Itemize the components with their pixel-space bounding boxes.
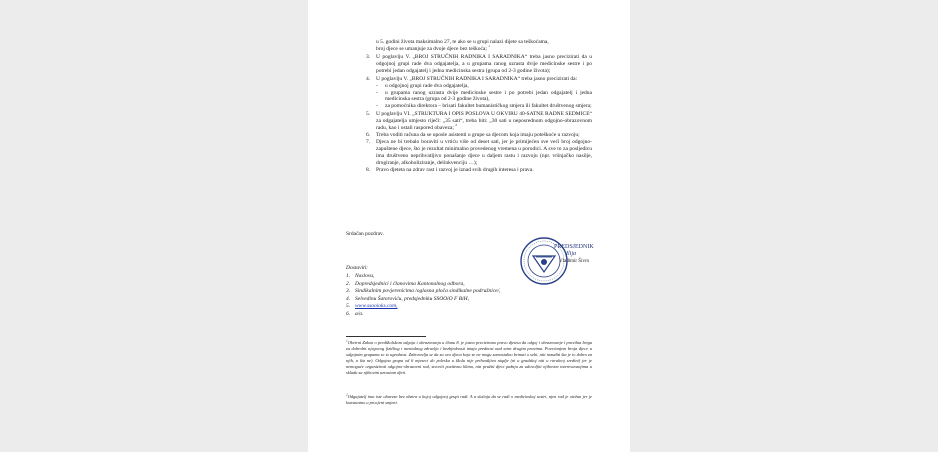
footnote-separator [346,336,426,337]
recipient-item: 3. Sindikalnim povjerenicima /oglasna ploča sindikalne podružnice/, [346,288,501,295]
recipient-item: 2. Dopredsjednici i članovima Kantonalnog odbora, [346,280,465,287]
footnote-2: $^2$Odgajatelj ima iste obaveze bez obzira u kojoj odgojnoj grupi radi. A u slučaju da se radi o medicinskoj sestri, njen rad je otežan jer je konstantno u procjeni smjeni. [346,392,592,405]
recipient-item: 1. Naslovu, [346,273,375,279]
list-item: 6. Treba voditi računa da se uposle asistenti u grupe sa djecom koja imaju poteškoće u razvoju; [366,131,580,138]
intro-line: u 5. godini života maksimalno 27, te ako se u grupi nalazi dijete sa teškoćama, [376,39,549,45]
bullet-item: - u odgojnoj grupi rade dva odgajatelja, [376,82,469,89]
recipient-item: 5. www.ssooioks.com, [346,303,398,310]
recipients-heading: Dostaviti: [346,265,368,271]
signature-title: PREDSJEDNIK [554,244,594,250]
item-4-bullets [366,83,592,111]
list-item: 5. U poglavlju VI. „STRUKTURA I OPIS POSLOVA U OKVIRU 40-SATNE RADNE SEDMICE“ za odgajatelja umjesto riječi: „35 sati“, treba biti: „30 sati u neposrednom odgojno-obrazovnom radu, kao i ostali raspored obaveza; $^2$ [366,111,592,132]
list-item: 3. U poglavlju V. „BROJ STRUČNIH RADNIKA I SARADNIKA“ treba jasno precizirati da u odgojnoj grupi rade dva odgajatelja, a u grupama ranog uzrasta dvije medicinske sestre i po potrebi jedan odgajatelj i jedna medicinska sestra (grupa od 2-3 godine života); [366,54,592,74]
footnote-ref: 1 [488,44,490,49]
bullet-item: - za pomoćnika direktora – brisati fakultet humanističkog smjera ili fakultet društvenog smjera; [376,103,592,110]
recipient-item: 6. a/a. [346,310,364,317]
intro-paragraph [376,39,592,53]
footnote-ref: 2 [455,123,458,128]
recipient-item: 4. Selvedinu Šatoroviću, predsjedniku SSOOiO F BiH, [346,295,469,302]
requirements-list [366,54,592,173]
recipients-list [346,273,566,319]
website-link[interactable]: www.ssooioks.com, [355,303,398,310]
list-item: 8. Pravo djeteta na zdrav rast i razvoj je iznad svih drugih interesa i prava. [366,166,534,173]
signature-scribble: Ilija [566,251,576,257]
footnote-1: $^1$Okvirni Zakon o predškolskom odgoju i obrazovanju u članu 8. je jasno precizirano pravo djeteta da odgoj i obrazovanje i pravilna briga za dobrobit njegovog fizičkog i mentalnog zdravlja i bezbjednosti imaju prednost nad svim drugim pravima. Povećanjem broja djece u odgojnim grupama se to ugrožava. Zaboravlja se da su ovo djeca koja se ne mogu samostalno brinuti o sebi, niti razuditi šta je to dobro za njih, a šta ne). Odgojna grupa od 6 mjeseci do poleska u školu nije prihvatljiva niqdje (ni u gradskoj niti u ruralnoj sredini) jer je nemoguće organizirati odgojno-obrazovni rad, stvoriti pozitivnu klimu, niti pružiti djeci pažnju za udovoljiti njihovim interesovanjima u skladu sa njihovim uzrastom djeti. [346,338,592,375]
bullet-item: - u grupama ranog uzrasta dvije medicinske sestre i po potrebi jedan odgajatelj i jedna medicinska sestra (grupa od 2-3 godine života), [376,89,592,103]
signatory-name: Vladimir Šivro [559,259,590,264]
intro-line: broj djece se umanjuje za dvoje djece bez teškoća; $^1$ [376,44,490,52]
document-page [308,0,630,452]
list-item: 4. U poglavlju V. „BROJ STRUČNIH RADNIKA I SARADNIKA“ treba jasno precizirati da: [366,75,578,82]
list-item: 7. Djeca ne bi trebalo boraviti u vrtiću više od deset sati, jer je primijećen sve veći broj odgojno-zapuštene djece, što je rezultat minimalno provedenog vremena u porodici. A sve to za posljedicu ima društveno neprihvatljivo ponašanje djece u daljem rastu i razvoju (npr. vršnjačko nasilje, drogiranje, alkoholiziranje, delinkvenciju …); [366,138,592,166]
closing-greeting: Srdačan pozdrav. [346,231,384,237]
